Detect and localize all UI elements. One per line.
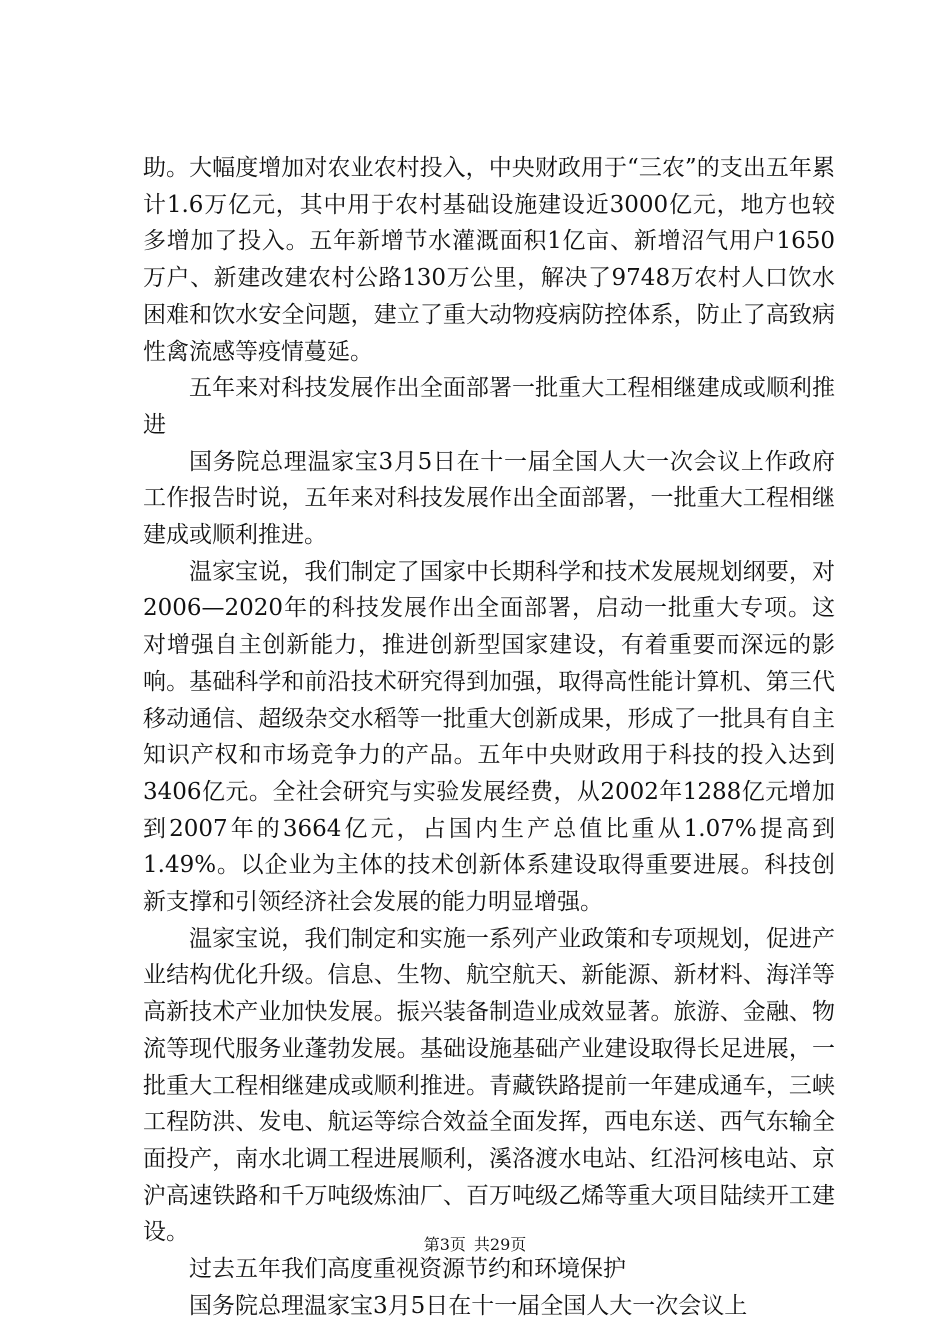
paragraph-5: 温家宝说，我们制定和实施一系列产业政策和专项规划，促进产业结构优化升级。信息、生物、航空航天、新能源、新材料、海洋等高新技术产业加快发展。振兴装备制造业成效显著。旅游、金融、物流等现代服务业蓬勃发展。基础设施基础产业建设取得长足进展，一批重大工程相继建成或顺利推进。青藏铁路提前一年建成通车，三峡工程防洪、发电、航运等综合效益全面发挥，西电东送、西气东输全面投产，南水北调工程进展顺利，溪洛渡水电站、红沿河核电站、京沪高速铁路和千万吨级炼油厂、百万吨级乙烯等重大项目陆续开工建设。	[143, 925, 835, 1246]
section-heading-tech: 五年来对科技发展作出全面部署一批重大工程相继建成或顺利推进	[143, 375, 835, 438]
paragraph-7: 国务院总理温家宝3月5日在十一届全国人大一次会议上	[189, 1292, 748, 1319]
paragraph-3: 国务院总理温家宝3月5日在十一届全国人大一次会议上作政府工作报告时说，五年来对科技发展作出全面部署，一批重大工程相继建成或顺利推进。	[143, 448, 835, 549]
section-heading-environment: 过去五年我们高度重视资源节约和环境保护	[189, 1256, 626, 1283]
paragraph-4: 温家宝说，我们制定了国家中长期科学和技术发展规划纲要，对2006—2020年的科技发展作出全面部署，启动一批重大专项。这对增强自主创新能力，推进创新型国家建设，有着重要而深远的影响。基础科学和前沿技术研究得到加强，取得高性能计算机、第三代移动通信、超级杂交水稻等一批重大创新成果，形成了一批具有自主知识产权和市场竞争力的产品。五年中央财政用于科技的投入达到3406亿元。全社会研究与实验发展经费，从2002年1288亿元增加到2007年的3664亿元，占国内生产总值比重从1.07%提高到1.49%。以企业为主体的技术创新体系建设取得重要进展。科技创新支撑和引领经济社会发展的能力明显增强。	[143, 558, 835, 916]
page-total: 共29页	[473, 1235, 527, 1254]
paragraph-1: 助。大幅度增加对农业农村投入，中央财政用于“三农”的支出五年累计1.6万亿元，其中用于农村基础设施建设近3000亿元，地方也较多增加了投入。五年新增节水灌溉面积1亿亩、新增沼气用户1650万户、新建改建农村公路130万公里，解决了9748万农村人口饮水困难和饮水安全问题，建立了重大动物疫病防控体系，防止了高致病性禽流感等疫情蔓延。	[143, 155, 835, 365]
page-footer	[0, 1235, 950, 1255]
document-body	[143, 150, 835, 1325]
page-number: 第3页	[423, 1235, 466, 1254]
